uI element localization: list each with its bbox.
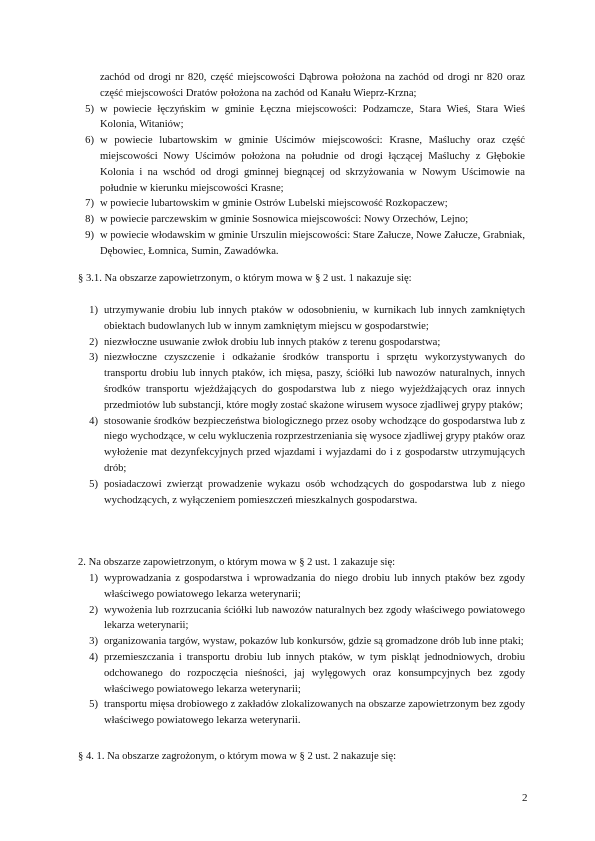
list-item-text: w powiecie lubartowskim w gminie Ostrów Lubelski miejscowość Rozkopaczew;: [100, 198, 448, 210]
list-item-number: 4): [89, 651, 98, 663]
list-item-text: niezwłoczne czyszczenie i odkażanie środków transportu i sprzętu wykorzystywanych do transportu drobiu lub innych ptaków, ich mięsa, paszy, ściółki lub nawozów naturalnych, innych środków transportu wjeżdżających do gospodarstwa lub z niego wyjeżdżających oraz innych przedmiotów lub substancji, które mogły zostać skażone wirusem wysoce zjadliwej grypy ptaków;: [104, 352, 525, 411]
numbered-list-areas: [78, 70, 525, 260]
list-item: [78, 212, 525, 228]
list-item-number: 3): [89, 352, 98, 364]
list-item-text: transportu mięsa drobiowego z zakładów zlokalizowanych na obszarze zapowietrzonym bez zgody właściwego powiatowego lekarza weterynarii.: [104, 699, 525, 727]
list-item-text: utrzymywanie drobiu lub innych ptaków w odosobnieniu, w kurnikach lub innych zamkniętych obiektach budowlanych lub w innym zamkniętym miejscu w gospodarstwie;: [104, 305, 525, 332]
list-item-number: 6): [85, 135, 94, 147]
list-item-number: 8): [85, 214, 94, 226]
list-item-number: 5): [89, 699, 98, 711]
list-item: [82, 303, 525, 335]
list-item: [82, 477, 525, 509]
list-item-text: organizowania targów, wystaw, pokazów lub konkursów, gdzie są gromadzone drób lub inne ptaki;: [104, 636, 524, 648]
list-item-number: 5): [89, 478, 98, 490]
list-item-number: 1): [89, 573, 98, 584]
list-item-number: 2): [89, 336, 98, 348]
list-item-number: 5): [85, 103, 94, 115]
list-item: [82, 603, 525, 635]
list-item-text: stosowanie środków bezpieczeństwa biologicznego przez osoby wchodzące do gospodarstwa lub z niego wychodzące, w celu wykluczenia rozprzestrzeniania się wysoce zjadliwej grypy ptaków oraz wyłożenie mat dezynfekcyjnych przed wjazdami i wyjazdami do i z gospodarstw utrzymujących drób;: [104, 415, 525, 474]
list-item-text: w powiecie łęczyńskim w gminie Łęczna miejscowości: Podzamcze, Stara Wieś, Stara Wieś Kolonia, Witaniów;: [100, 103, 525, 131]
list-item: [82, 414, 525, 477]
list-item: [78, 102, 525, 134]
section-4-intro: § 4. 1. Na obszarze zagrożonym, o którym mowa w § 2 ust. 2 nakazuje się:: [78, 751, 397, 762]
list-item-text: wywożenia lub rozrzucania ściółki lub nawozów naturalnych bez zgody właściwego powiatowego lekarza weterynarii;: [104, 604, 525, 632]
list-item: [82, 350, 525, 413]
list-item-text: w powiecie włodawskim w gminie Urszulin miejscowości: Stare Załucze, Nowe Załucze, Grabniak, Dębowiec, Łomnica, Sumin, Zawadówka.: [100, 229, 525, 257]
section-3-2-intro: 2. Na obszarze zapowietrzonym, o którym mowa w § 2 ust. 1 zakazuje się:: [78, 557, 396, 568]
list-item: [82, 335, 525, 351]
list-item-text: niezwłoczne usuwanie zwłok drobiu lub innych ptaków z terenu gospodarstwa;: [104, 336, 441, 348]
list-item: [78, 196, 525, 212]
list-item-number: 2): [89, 604, 98, 616]
numbered-list-prohibitions: [82, 571, 525, 729]
list-item-text: zachód od drogi nr 820, część miejscowości Dąbrowa położona na zachód od drogi nr 820 oraz część miejscowości Dratów położona na zachód od Kanału Wieprz-Krzna;: [100, 72, 525, 99]
section-3-1-intro: § 3.1. Na obszarze zapowietrzonym, o którym mowa w § 2 ust. 1 nakazuje się:: [78, 273, 412, 284]
list-item: [78, 70, 525, 102]
list-item-number: 9): [85, 229, 94, 241]
list-item-number: 1): [89, 305, 98, 316]
list-item-text: posiadaczowi zwierząt prowadzenie wykazu osób wchodzących do gospodarstwa lub z niego wychodzących, z wyłączeniem pomieszczeń mieszkalnych gospodarstwa.: [104, 478, 525, 506]
list-item: [78, 228, 525, 260]
list-item-text: w powiecie lubartowskim w gminie Uścimów miejscowości: Krasne, Maśluchy oraz część miejscowości Nowy Uścimów położona na południe od drogi łączącej Maśluchy z Głębokie Kolonia i na wschód od drogi gminnej biegnącej od skrzyżowania w Nowym Uścimowie na południe w kierunku miejscowości Krasne;: [100, 135, 525, 194]
list-item-number: 4): [89, 415, 98, 427]
page-number: 2: [522, 792, 528, 804]
numbered-list-obligations: [82, 303, 525, 508]
list-item-text: wyprowadzania z gospodarstwa i wprowadzania do niego drobiu lub innych ptaków bez zgody właściwego powiatowego lekarza weterynarii;: [104, 573, 525, 600]
list-item: [82, 634, 525, 650]
list-item: [82, 650, 525, 697]
list-item-text: w powiecie parczewskim w gminie Sosnowica miejscowości: Nowy Orzechów, Lejno;: [100, 214, 469, 226]
list-item-number: 7): [85, 198, 94, 210]
list-item-text: przemieszczania i transportu drobiu lub innych ptaków, w tym piskląt jednodniowych, drobiu odchowanego do rozpoczęcia nieśności, jaj wylęgowych oraz konsumpcyjnych bez zgody właściwego powiatowego lekarza weterynarii;: [104, 651, 525, 695]
list-item: [78, 133, 525, 196]
list-item: [82, 571, 525, 603]
list-item: [82, 697, 525, 729]
list-item-number: 3): [89, 636, 98, 648]
